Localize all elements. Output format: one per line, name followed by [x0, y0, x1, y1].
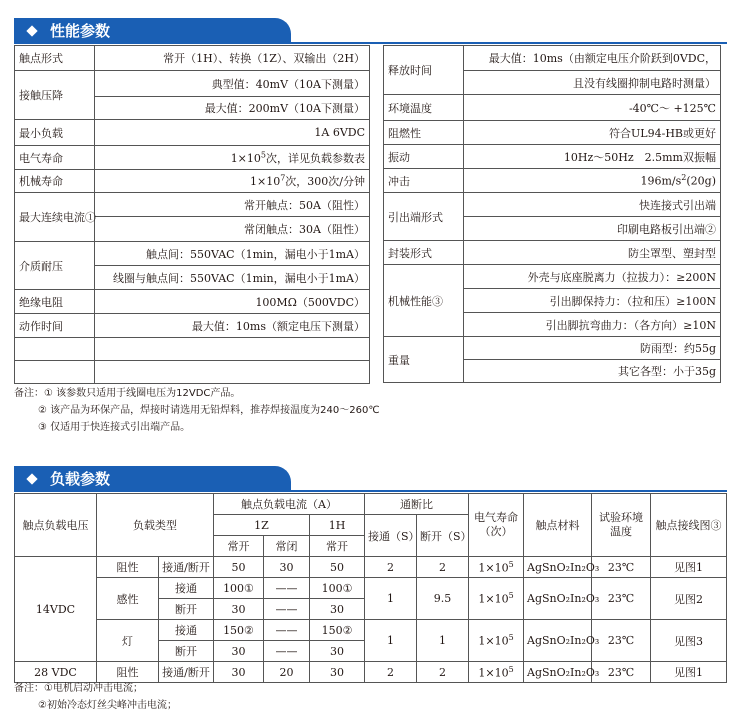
current-h-cell: 100①: [310, 578, 365, 599]
header-load-type: 负载类型: [97, 494, 214, 557]
diagram-cell: 见图2: [651, 578, 727, 620]
section-title: 负载参数: [50, 470, 111, 488]
spec-label: 机械性能③: [384, 265, 464, 337]
spec-value: 10Hz～50Hz 2.5mm双振幅: [464, 145, 721, 169]
voltage-cell: 14VDC: [15, 557, 97, 662]
spec-value: $196m/s^2(20g)$: [464, 169, 721, 193]
spec-value: 触点间：550VAC（1min，漏电小于1mA）: [95, 242, 370, 266]
current-nc-cell: ——: [264, 641, 310, 662]
diagram-cell: 见图3: [651, 620, 727, 662]
make-cell: 2: [365, 662, 417, 683]
current-no-cell: 30: [214, 641, 264, 662]
spec-label: 绝缘电阻: [15, 290, 95, 314]
spec-value: 常开触点：50A（阻性）: [95, 193, 370, 217]
section-divider: [14, 42, 727, 44]
spec-label: 电气寿命: [15, 146, 95, 170]
material-cell: AgSnO₂In₂O₃: [524, 557, 592, 578]
header-no: 常开: [214, 536, 264, 557]
header-no-h: 常开: [310, 536, 365, 557]
header-1z: 1Z: [214, 515, 310, 536]
life-cell: $1\times 10^5$: [469, 662, 524, 683]
life-cell: $1\times 10^5$: [469, 578, 524, 620]
life-cell: $1\times 10^5$: [469, 620, 524, 662]
spec-label: 冲击: [384, 169, 464, 193]
temp-cell: 23℃: [592, 620, 651, 662]
note-line: 备注：① 该参数只适用于线圈电压为12VDC产品。: [14, 388, 241, 399]
empty-cell: [95, 338, 370, 361]
break-cell: 2: [417, 662, 469, 683]
header-temp: 试验环境温度: [592, 494, 651, 557]
make-cell: 1: [365, 578, 417, 620]
spec-label: 阻燃性: [384, 121, 464, 145]
section-title: 性能参数: [50, 22, 111, 40]
spec-label: 振动: [384, 145, 464, 169]
section1-notes: [14, 385, 380, 436]
section2-notes: [14, 680, 177, 714]
current-no-cell: 150②: [214, 620, 264, 641]
spec-label: 引出端形式: [384, 193, 464, 241]
diamond-icon: [26, 473, 37, 484]
spec-value: 引出脚抗弯曲力：（各方向）≥10N: [464, 313, 721, 337]
load-type-cell: 灯: [97, 620, 159, 662]
header-life: 电气寿命（次）: [469, 494, 524, 557]
spec-label: 封装形式: [384, 241, 464, 265]
spec-value: 100MΩ（500VDC）: [95, 290, 370, 314]
current-h-cell: 30: [310, 599, 365, 620]
current-nc-cell: ——: [264, 578, 310, 599]
empty-cell: [15, 338, 95, 361]
empty-cell: [95, 361, 370, 384]
material-cell: AgSnO₂In₂O₃: [524, 578, 592, 620]
spec-label: 触点形式: [15, 46, 95, 71]
performance-table-left: [14, 45, 370, 384]
make-cell: 1: [365, 620, 417, 662]
spec-value: 防尘罩型、塑封型: [464, 241, 721, 265]
current-h-cell: 30: [310, 662, 365, 683]
current-h-cell: 30: [310, 641, 365, 662]
spec-value: 且没有线圈抑制电路时测量）: [464, 71, 721, 95]
section-divider: [14, 490, 727, 492]
header-diagram: 触点接线图③: [651, 494, 727, 557]
spec-label: 最小负载: [15, 120, 95, 146]
spec-value: 符合UL94-HB或更好: [464, 121, 721, 145]
section-header-load: [14, 466, 291, 492]
spec-value: -40℃～ +125℃: [464, 95, 721, 121]
spec-label: 机械寿命: [15, 170, 95, 193]
spec-value: 外壳与底座脱离力（拉拔力）：≥200N: [464, 265, 721, 289]
diagram-cell: 见图1: [651, 557, 727, 578]
spec-value: 1A 6VDC: [95, 120, 370, 146]
section-header-performance: [14, 18, 291, 44]
spec-value: 常开（1H）、转换（1Z）、双输出（2H）: [95, 46, 370, 71]
spec-value: 线圈与触点间：550VAC（1min，漏电小于1mA）: [95, 266, 370, 290]
make-cell: 2: [365, 557, 417, 578]
current-nc-cell: ——: [264, 599, 310, 620]
current-no-cell: 100①: [214, 578, 264, 599]
note-line: ②初始冷态灯丝尖峰冲击电流；: [38, 700, 177, 711]
break-cell: 9.5: [417, 578, 469, 620]
spec-value: $1\times 10^7$次，300次/分钟: [95, 170, 370, 193]
current-h-cell: 150②: [310, 620, 365, 641]
header-ratio: 通断比: [365, 494, 469, 515]
note-line: ② 该产品为环保产品，焊接时请选用无铅焊料，推荐焊接温度为240～260℃: [38, 405, 380, 416]
mode-cell: 断开: [159, 599, 214, 620]
spec-value: $1\times 10^5$次，详见负载参数表: [95, 146, 370, 170]
load-table: [14, 493, 727, 683]
spec-value: 引出脚保持力：（拉和压）≥100N: [464, 289, 721, 313]
header-material: 触点材料: [524, 494, 592, 557]
spec-value: 典型值：40mV（10A下测量）: [95, 71, 370, 97]
diagram-cell: 见图1: [651, 662, 727, 683]
break-cell: 1: [417, 620, 469, 662]
spec-label: 释放时间: [384, 46, 464, 95]
spec-value: 最大值：10ms（由额定电压介阶跃到0VDC，: [464, 46, 721, 71]
break-cell: 2: [417, 557, 469, 578]
spec-label: 重量: [384, 337, 464, 383]
header-current: 触点负载电流（A）: [214, 494, 365, 515]
load-type-cell: 阻性: [97, 662, 159, 683]
material-cell: AgSnO₂In₂O₃: [524, 662, 592, 683]
note-line: ③ 仅适用于快连接式引出端产品。: [38, 422, 191, 433]
spec-label: 介质耐压: [15, 242, 95, 290]
header-make: 接通（S）: [365, 515, 417, 557]
performance-table-right: [383, 45, 721, 383]
header-1h: 1H: [310, 515, 365, 536]
current-h-cell: 50: [310, 557, 365, 578]
current-no-cell: 30: [214, 662, 264, 683]
current-no-cell: 30: [214, 599, 264, 620]
temp-cell: 23℃: [592, 557, 651, 578]
spec-label: 环境温度: [384, 95, 464, 121]
spec-value: 防雨型：约55g: [464, 337, 721, 360]
mode-cell: 接通/断开: [159, 662, 214, 683]
empty-cell: [15, 361, 95, 384]
note-line: 备注：①电机启动冲击电流；: [14, 683, 143, 694]
spec-value: 最大值：10ms（额定电压下测量）: [95, 314, 370, 338]
header-voltage: 触点负载电压: [15, 494, 97, 557]
spec-label: 动作时间: [15, 314, 95, 338]
spec-value: 最大值：200mV（10A下测量）: [95, 97, 370, 120]
material-cell: AgSnO₂In₂O₃: [524, 620, 592, 662]
load-type-cell: 阻性: [97, 557, 159, 578]
voltage-cell: 28 VDC: [15, 662, 97, 683]
header-nc: 常闭: [264, 536, 310, 557]
header-break: 断开（S）: [417, 515, 469, 557]
mode-cell: 接通: [159, 578, 214, 599]
spec-label: 接触压降: [15, 71, 95, 120]
mode-cell: 接通: [159, 620, 214, 641]
spec-value: 印刷电路板引出端②: [464, 217, 721, 241]
diamond-icon: [26, 25, 37, 36]
current-no-cell: 50: [214, 557, 264, 578]
current-nc-cell: ——: [264, 620, 310, 641]
spec-value: 其它各型：小于35g: [464, 360, 721, 383]
load-type-cell: 感性: [97, 578, 159, 620]
spec-value: 常闭触点：30A（阻性）: [95, 217, 370, 242]
mode-cell: 接通/断开: [159, 557, 214, 578]
current-nc-cell: 20: [264, 662, 310, 683]
spec-label: 最大连续电流①: [15, 193, 95, 242]
temp-cell: 23℃: [592, 578, 651, 620]
temp-cell: 23℃: [592, 662, 651, 683]
spec-value: 快连接式引出端: [464, 193, 721, 217]
current-nc-cell: 30: [264, 557, 310, 578]
mode-cell: 断开: [159, 641, 214, 662]
life-cell: $1\times 10^5$: [469, 557, 524, 578]
